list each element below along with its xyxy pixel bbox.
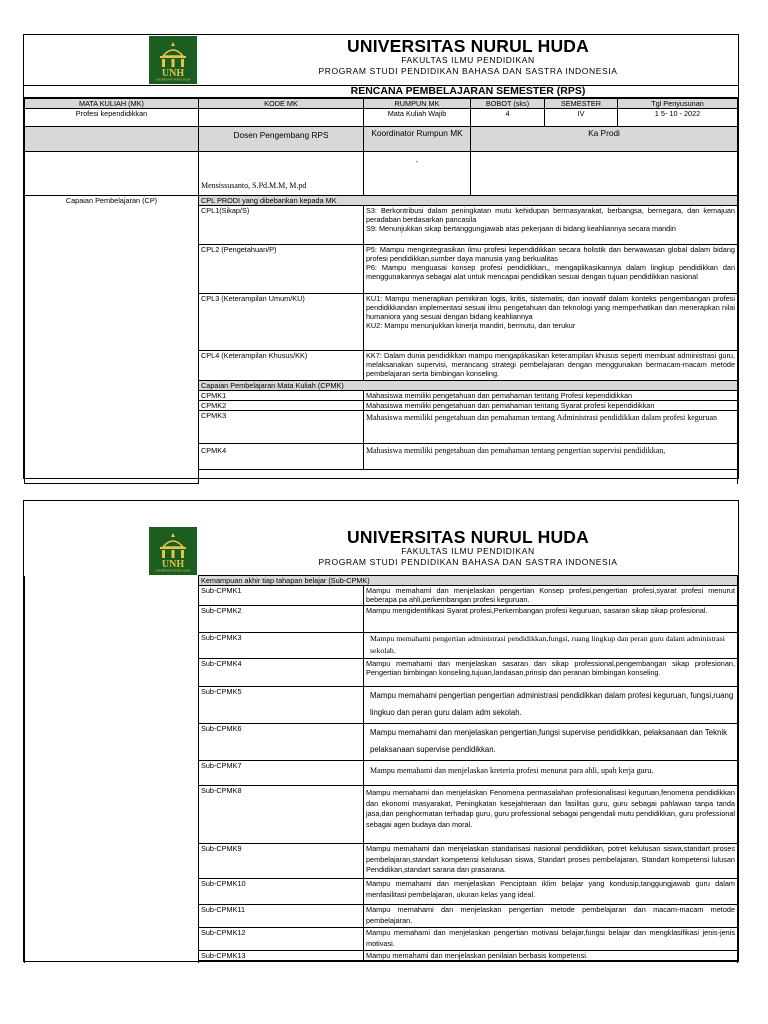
course-bobot: 4 (471, 109, 545, 127)
sub-cpmk-text: Mampu memahami dan menjelaskan pengertian motivasi belajar,fungsi belajar dan mengklasifikasi jenis-jenis motivasi. (364, 928, 738, 951)
sub-cpmk-heading-row (25, 576, 738, 586)
course-label-mk: MATA KULIAH (MK) (25, 99, 199, 109)
koordinator-label: Koordinator Rumpun MK (364, 127, 471, 152)
cpmk-text: Mahasiswa memiliki pengetahuan dan pemahaman tentang pengertian supervisi pendidikkan, (364, 444, 738, 470)
svg-text:UNH: UNH (161, 559, 185, 570)
cpl-code: CPL2 (Pengetahuan/P) (199, 245, 364, 294)
university-logo (149, 36, 197, 84)
page-header (24, 35, 738, 86)
cpl-text: P5: Mampu mengintegrasikan ilmu profesi kependidikkan secara holistik dan berwawasan global dalam bidang profesi pendidikkan,sumber daya manusia yang berkualitas P6: Mampu menguasai konsep profesi pendidikkan,, mengaplikasikannya dalam lingkup pendidikkan dan menggunakannya sebagai alat untuk mencapai pendidikan sesuai dengan tujuan pendidikkan nasional (364, 245, 738, 294)
university-name: UNIVERSITAS NURUL HUDA (347, 527, 589, 547)
cpmk-code: CPMK3 (199, 411, 364, 444)
cp-label: Capaian Pembelajaran (CP) (25, 196, 199, 484)
course-label-bobot: BOBOT (sks) (471, 99, 545, 109)
rps-title-row (24, 86, 738, 98)
sub-cpmk-code: Sub-CPMK13 (199, 951, 364, 961)
sub-cpmk-text: Mampu memahami dan menjelaskan pengertian,fungsi supervise pendidikkan, pelaksanaan dan Teknik pelaksanaan supervise pendidikkan. (364, 724, 738, 761)
sub-cpmk-code: Sub-CPMK4 (199, 659, 364, 687)
sub-cpmk-code: Sub-CPMK3 (199, 633, 364, 659)
koordinator-dash: - (364, 152, 471, 196)
sub-cpmk-text: Mampu memahami dan menjelaskan kreteria profesi menurut para ahli, upah kerja guru. (364, 761, 738, 786)
sub-cpmk-code: Sub-CPMK10 (199, 879, 364, 905)
course-label-tgl: Tgl Penyusunan (618, 99, 738, 109)
sub-cpmk-code: Sub-CPMK7 (199, 761, 364, 786)
mosque-emblem-icon (153, 530, 193, 572)
rps-page-2 (23, 500, 739, 962)
cpmk-code: CPMK4 (199, 444, 364, 470)
cpl-code: CPL4 (Keterampilan Khusus/KK) (199, 351, 364, 381)
svg-text:UNIVERSITAS NURUL HUDA: UNIVERSITAS NURUL HUDA (155, 78, 191, 81)
sub-cpmk-code: Sub-CPMK8 (199, 786, 364, 844)
sub-cpmk-heading: Kemampuan akhir tiap tahapan belajar (Sub-CPMK) (199, 576, 738, 586)
sub-cpmk-code: Sub-CPMK11 (199, 905, 364, 928)
cpl-text: S3: Berkontribusi dalam peningkatan mutu kehidupan bermasyarakat, berbangsa, bernegara, dan kemajuan peradaban berdasarkan pancasila S9: Menunjukkan sikap bertanggungjawab atas pekerjaan di bidang keahliannya secara mandiri (364, 206, 738, 245)
course-rumpun: Mata Kuliah Wajib (364, 109, 471, 127)
sub-cpmk-code: Sub-CPMK1 (199, 586, 364, 606)
svg-text:UNIVERSITAS NURUL HUDA: UNIVERSITAS NURUL HUDA (155, 569, 191, 572)
developer-name: Mensissusanto, S.Pd.M.M, M.pd (199, 152, 364, 196)
sub-cpmk-table (24, 575, 738, 963)
cpmk-heading: Capaian Pembelajaran Mata Kuliah (CPMK) (199, 381, 738, 391)
rps-table-1 (24, 98, 738, 484)
university-name: UNIVERSITAS NURUL HUDA (347, 36, 589, 56)
program-name: PROGRAM STUDI PENDIDIKAN BAHASA DAN SASTRA INDONESIA (318, 557, 618, 567)
cpmk-code: CPMK1 (199, 391, 364, 401)
authorization-sign-row (25, 152, 738, 196)
sub-cpmk-text: Mampu memahami dan menjelaskan Fenomena permasalahan profesionalisasi keguruan,fenomena pendidikkan dan ekonomi masyarakat, Peningkatan kesejahteraan dan fasilitas guru, guru sebagai pahlawan tanpa tanda jasa,dan penghormatan terhadap guru, guru professional sebagai pengendali mutu pendidikkan, guru professional sebagai agen budaya dan moral. (364, 786, 738, 844)
sub-cpmk-code: Sub-CPMK6 (199, 724, 364, 761)
course-label-kode: KODE MK (199, 99, 364, 109)
sub-cpmk-text: Mampu memahami dan menjelaskan standarisasi nasional pendidikkan, potret kelulusan siswa,standart proses pembelajaran,standart kompetensi kelulusan siswa, Standart proses pembelajaran, Standart kompetensi lulusan Pendidikan,standart sarana dan prasarana. (364, 844, 738, 879)
course-name: Profesi kependidikkan (25, 109, 199, 127)
authorization-header-row (25, 127, 738, 152)
sub-cpmk-text: Mampu memahami dan menjelaskan pengertian Konsep profesi,pengertian profesi,syarat profesi menurut beberapa pa ahli,perkembangan profesi keguruan. (364, 586, 738, 606)
sub-cpmk-text: Mampu mengidentifikasi Syarat profesi,Perkembangan profesi keguruan, sasaran sikap sikap profesional. (364, 606, 738, 633)
cpl-text: KK7: Dalam dunia pendidikkan mampu mengaplikasikan keterampilan khusus seperti membuat administrasi guru, melaksanakan supervisi, merancang strategi pembelajaran dengan menggunakan bermacam-macam metode pembelajaran serta bimbingan konseling. (364, 351, 738, 381)
university-logo (149, 527, 197, 575)
svg-text:UNH: UNH (161, 68, 185, 79)
course-label-semester: SEMESTER (545, 99, 618, 109)
cpmk-text: Mahasiswa memiliki pengetahuan dan pemahaman tentang Profesi kependidikkan (364, 391, 738, 401)
rps-title: RENCANA PEMBELAJARAN SEMESTER (RPS) (350, 85, 586, 97)
sub-cpmk-text: Mampu memahami dan menjelaskan sasaran dan sikap professional,pengembangan sikap profesionan, Pengertian bimbingan konseling,tujuan,landasan,prinsip dan peranan bimbingan konseling. (364, 659, 738, 687)
cpmk-text: Mahasiswa memiliki pengetahuan dan pemahaman tentang Administrasi pendidikkan dalam profesi keguruan (364, 411, 738, 444)
program-name: PROGRAM STUDI PENDIDIKAN BAHASA DAN SASTRA INDONESIA (318, 66, 618, 76)
sub-cpmk-code: Sub-CPMK9 (199, 844, 364, 879)
course-semester: IV (545, 109, 618, 127)
sub-cpmk-text: Mampu memahami pengertian administrasi pendidikkan,fungsi, ruang lingkup dan peran guru dalam administrasi sekolah. (364, 633, 738, 659)
course-date: 1 5- 10 - 2022 (618, 109, 738, 127)
course-header-row (25, 99, 738, 109)
course-value-row (25, 109, 738, 127)
cpl-heading-row (25, 196, 738, 206)
course-label-rumpun: RUMPUN MK (364, 99, 471, 109)
sub-cpmk-text: Mampu memahami dan menjelaskan Penciptaan iklim belajar yang kondusip,tanggungjawab guru dalam menfasilitasi pembelajaran, ukuran kelas yang ideal. (364, 879, 738, 905)
dosen-label: Dosen Pengembang RPS (199, 127, 364, 152)
sub-cpmk-code: Sub-CPMK12 (199, 928, 364, 951)
cpmk-text: Mahasiswa memiliki pengetahuan dan pemahaman tentang Syarat profesi kependidikkan (364, 401, 738, 411)
sub-cpmk-text: Mampu memahami pengertian pengertian administrasi pendidikkan dalam profesi keguruan, fungsi,ruang lingkuo dan peran guru dalam adm sekolah. (364, 687, 738, 724)
sub-cpmk-text: Mampu memahami dan menjelaskan penilaian berbasis kompetensi. (364, 951, 738, 961)
sub-cpmk-code: Sub-CPMK2 (199, 606, 364, 633)
cpmk-code: CPMK2 (199, 401, 364, 411)
cpl-code: CPL1(Sikap/S) (199, 206, 364, 245)
rps-page-1 (23, 34, 739, 479)
page-header (24, 501, 738, 575)
cpl-text: KU1: Mampu menerapkan pemikiran logis, kritis, sistematis, dan inovatif dalam konteks pengembangan profesi pendidikkandan implementasi sesuai ilmu pengetahuan dan teknologi yang memperhatikan dan menerapkan nilai humaniora yang sesuai dengan bidang keahliannya KU2: Mampu menunjukkan kinerja mandiri, bermutu, dan terukur (364, 294, 738, 351)
mosque-emblem-icon (153, 39, 193, 81)
faculty-name: FAKULTAS ILMU PENDIDIKAN (401, 546, 535, 556)
sub-cpmk-text: Mampu memahami dan menjelaskan pengertian metode pembelajaran dan macam-macam metode pembelajaran. (364, 905, 738, 928)
cpl-code: CPL3 (Keterampilan Umum/KU) (199, 294, 364, 351)
sub-cpmk-code: Sub-CPMK5 (199, 687, 364, 724)
cpl-heading: CPL PRODI yang dibebankan kepada MK (199, 196, 738, 206)
course-code (199, 109, 364, 127)
faculty-name: FAKULTAS ILMU PENDIDIKAN (401, 55, 535, 65)
kaprodi-label: Ka Prodi (471, 127, 738, 152)
